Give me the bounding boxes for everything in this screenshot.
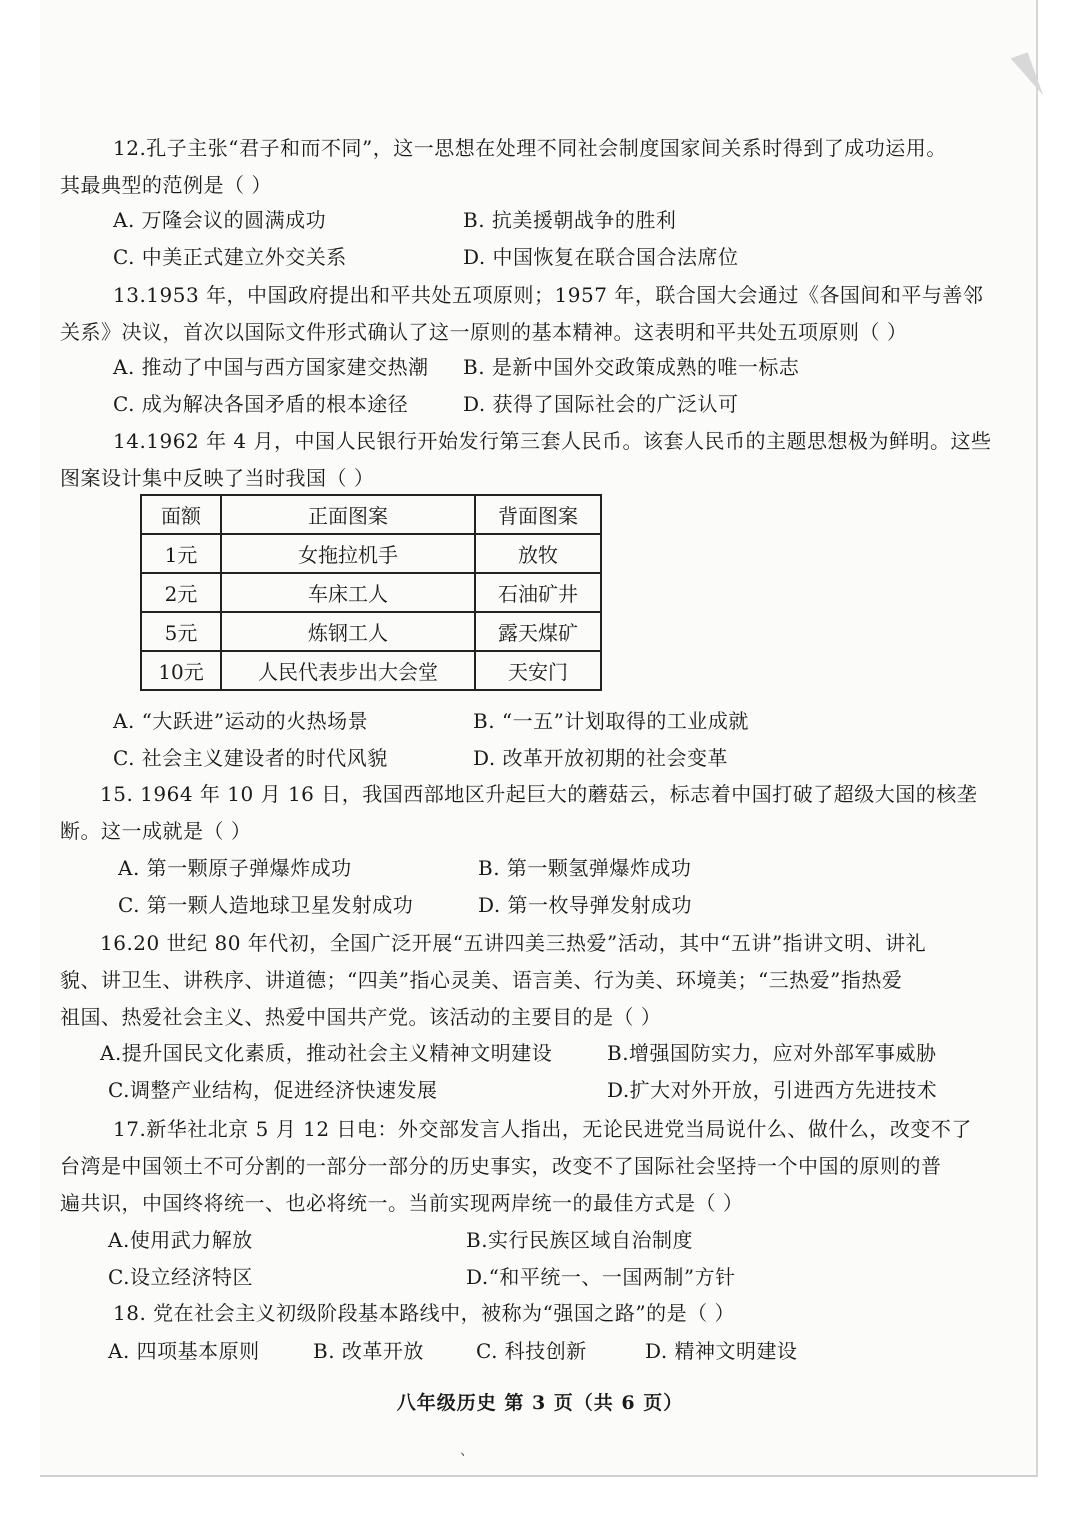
- table-cell: 放牧: [475, 534, 601, 573]
- table-row: [141, 651, 601, 690]
- q17-stem-line3: 遍共识，中国终将统一、也必将统一。当前实现两岸统一的最佳方式是（ ）: [60, 1191, 744, 1215]
- table-header-cell: 正面图案: [221, 495, 475, 534]
- table-cell: 露天煤矿: [475, 612, 601, 651]
- table-row: [141, 573, 601, 612]
- q15-option-a: A. 第一颗原子弹爆炸成功: [118, 856, 352, 880]
- q16-option-c: C.调整产业结构，促进经济快速发展: [108, 1078, 438, 1102]
- q16-stem-line1: 16.20 世纪 80 年代初，全国广泛开展“五讲四美三热爱”活动，其中“五讲”指讲文明、讲礼: [100, 931, 927, 955]
- table-cell: 天安门: [475, 651, 601, 690]
- q17-option-b: B.实行民族区域自治制度: [466, 1228, 694, 1252]
- q13-option-c: C. 成为解决各国矛盾的根本途径: [113, 392, 409, 416]
- q16-option-a: A.提升国民文化素质，推动社会主义精神文明建设: [100, 1041, 553, 1065]
- q13-stem-line1: 13.1953 年，中国政府提出和平共处五项原则；1957 年，联合国大会通过《各国间和平与善邻: [113, 283, 984, 307]
- q12-option-a: A. 万隆会议的圆满成功: [113, 208, 327, 232]
- ink-mark: 、: [460, 1443, 474, 1459]
- q12-option-c: C. 中美正式建立外交关系: [113, 245, 347, 269]
- q12-option-b: B. 抗美援朝战争的胜利: [463, 208, 677, 232]
- q14-option-a: A. “大跃进”运动的火热场景: [113, 709, 369, 733]
- q14-option-c: C. 社会主义建设者的时代风貌: [113, 746, 388, 770]
- table-cell: 炼钢工人: [221, 612, 475, 651]
- q12-stem-line1: 12.孔子主张“君子和而不同”，这一思想在处理不同社会制度国家间关系时得到了成功运用。: [113, 136, 947, 160]
- q12-option-d: D. 中国恢复在联合国合法席位: [463, 245, 739, 269]
- q17-option-c: C.设立经济特区: [108, 1265, 253, 1289]
- table-cell: 5元: [141, 612, 221, 651]
- table-row: [141, 612, 601, 651]
- table-cell: 车床工人: [221, 573, 475, 612]
- q15-stem-line2: 断。这一成就是（ ）: [60, 819, 252, 843]
- table-cell: 女拖拉机手: [221, 534, 475, 573]
- q13-stem-line2: 关系》决议，首次以国际文件形式确认了这一原则的基本精神。这表明和平共处五项原则（ ）: [60, 320, 908, 344]
- table-cell: 人民代表步出大会堂: [221, 651, 475, 690]
- q14-option-b: B. “一五”计划取得的工业成就: [473, 709, 749, 733]
- table-row: [141, 534, 601, 573]
- q17-stem-line2: 台湾是中国领土不可分割的一部分一部分的历史事实，改变不了国际社会坚持一个中国的原则的普: [60, 1154, 942, 1178]
- table-cell: 石油矿井: [475, 573, 601, 612]
- q17-option-d: D.“和平统一、一国两制”方针: [466, 1265, 736, 1289]
- q17-stem-line1: 17.新华社北京 5 月 12 日电：外交部发言人指出，无论民进党当局说什么、做什么，改变不了: [113, 1117, 972, 1141]
- q18-stem-line1: 18. 党在社会主义初级阶段基本路线中，被称为“强国之路”的是（ ）: [113, 1301, 735, 1325]
- q15-option-b: B. 第一颗氢弹爆炸成功: [478, 856, 692, 880]
- q16-option-b: B.增强国防实力，应对外部军事威胁: [607, 1041, 937, 1065]
- q13-option-a: A. 推动了中国与西方国家建交热潮: [113, 355, 429, 379]
- page-footer: 八年级历史 第 3 页（共 6 页）: [396, 1392, 684, 1414]
- q16-stem-line2: 貌、讲卫生、讲秩序、讲道德；“四美”指心灵美、语言美、行为美、环境美；“三热爱”指热爱: [60, 968, 903, 992]
- q18-option-d: D. 精神文明建设: [645, 1339, 798, 1363]
- q14-stem-line1: 14.1962 年 4 月，中国人民银行开始发行第三套人民币。该套人民币的主题思想极为鲜明。这些: [113, 429, 992, 453]
- q15-option-d: D. 第一枚导弹发射成功: [478, 893, 693, 917]
- table-cell: 10元: [141, 651, 221, 690]
- q12-stem-line2: 其最典型的范例是（ ）: [60, 173, 272, 197]
- q15-option-c: C. 第一颗人造地球卫星发射成功: [118, 893, 414, 917]
- currency-table: [140, 494, 602, 691]
- q13-option-b: B. 是新中国外交政策成熟的唯一标志: [463, 355, 800, 379]
- q18-option-c: C. 科技创新: [476, 1339, 587, 1363]
- q17-option-a: A.使用武力解放: [108, 1228, 253, 1252]
- q15-stem-line1: 15. 1964 年 10 月 16 日，我国西部地区升起巨大的蘑菇云，标志着中国打破了超级大国的核垄: [100, 782, 978, 806]
- q14-stem-line2: 图案设计集中反映了当时我国（ ）: [60, 466, 375, 490]
- q16-stem-line3: 祖国、热爱社会主义、热爱中国共产党。该活动的主要目的是（ ）: [60, 1005, 662, 1029]
- table-header-cell: 背面图案: [475, 495, 601, 534]
- q13-option-d: D. 获得了国际社会的广泛认可: [463, 392, 739, 416]
- q18-option-b: B. 改革开放: [313, 1339, 424, 1363]
- q14-option-d: D. 改革开放初期的社会变革: [473, 746, 729, 770]
- table-header-row: [141, 495, 601, 534]
- q18-option-a: A. 四项基本原则: [108, 1339, 260, 1363]
- table-header-cell: 面额: [141, 495, 221, 534]
- q16-option-d: D.扩大对外开放，引进西方先进技术: [607, 1078, 938, 1102]
- table-cell: 2元: [141, 573, 221, 612]
- table-cell: 1元: [141, 534, 221, 573]
